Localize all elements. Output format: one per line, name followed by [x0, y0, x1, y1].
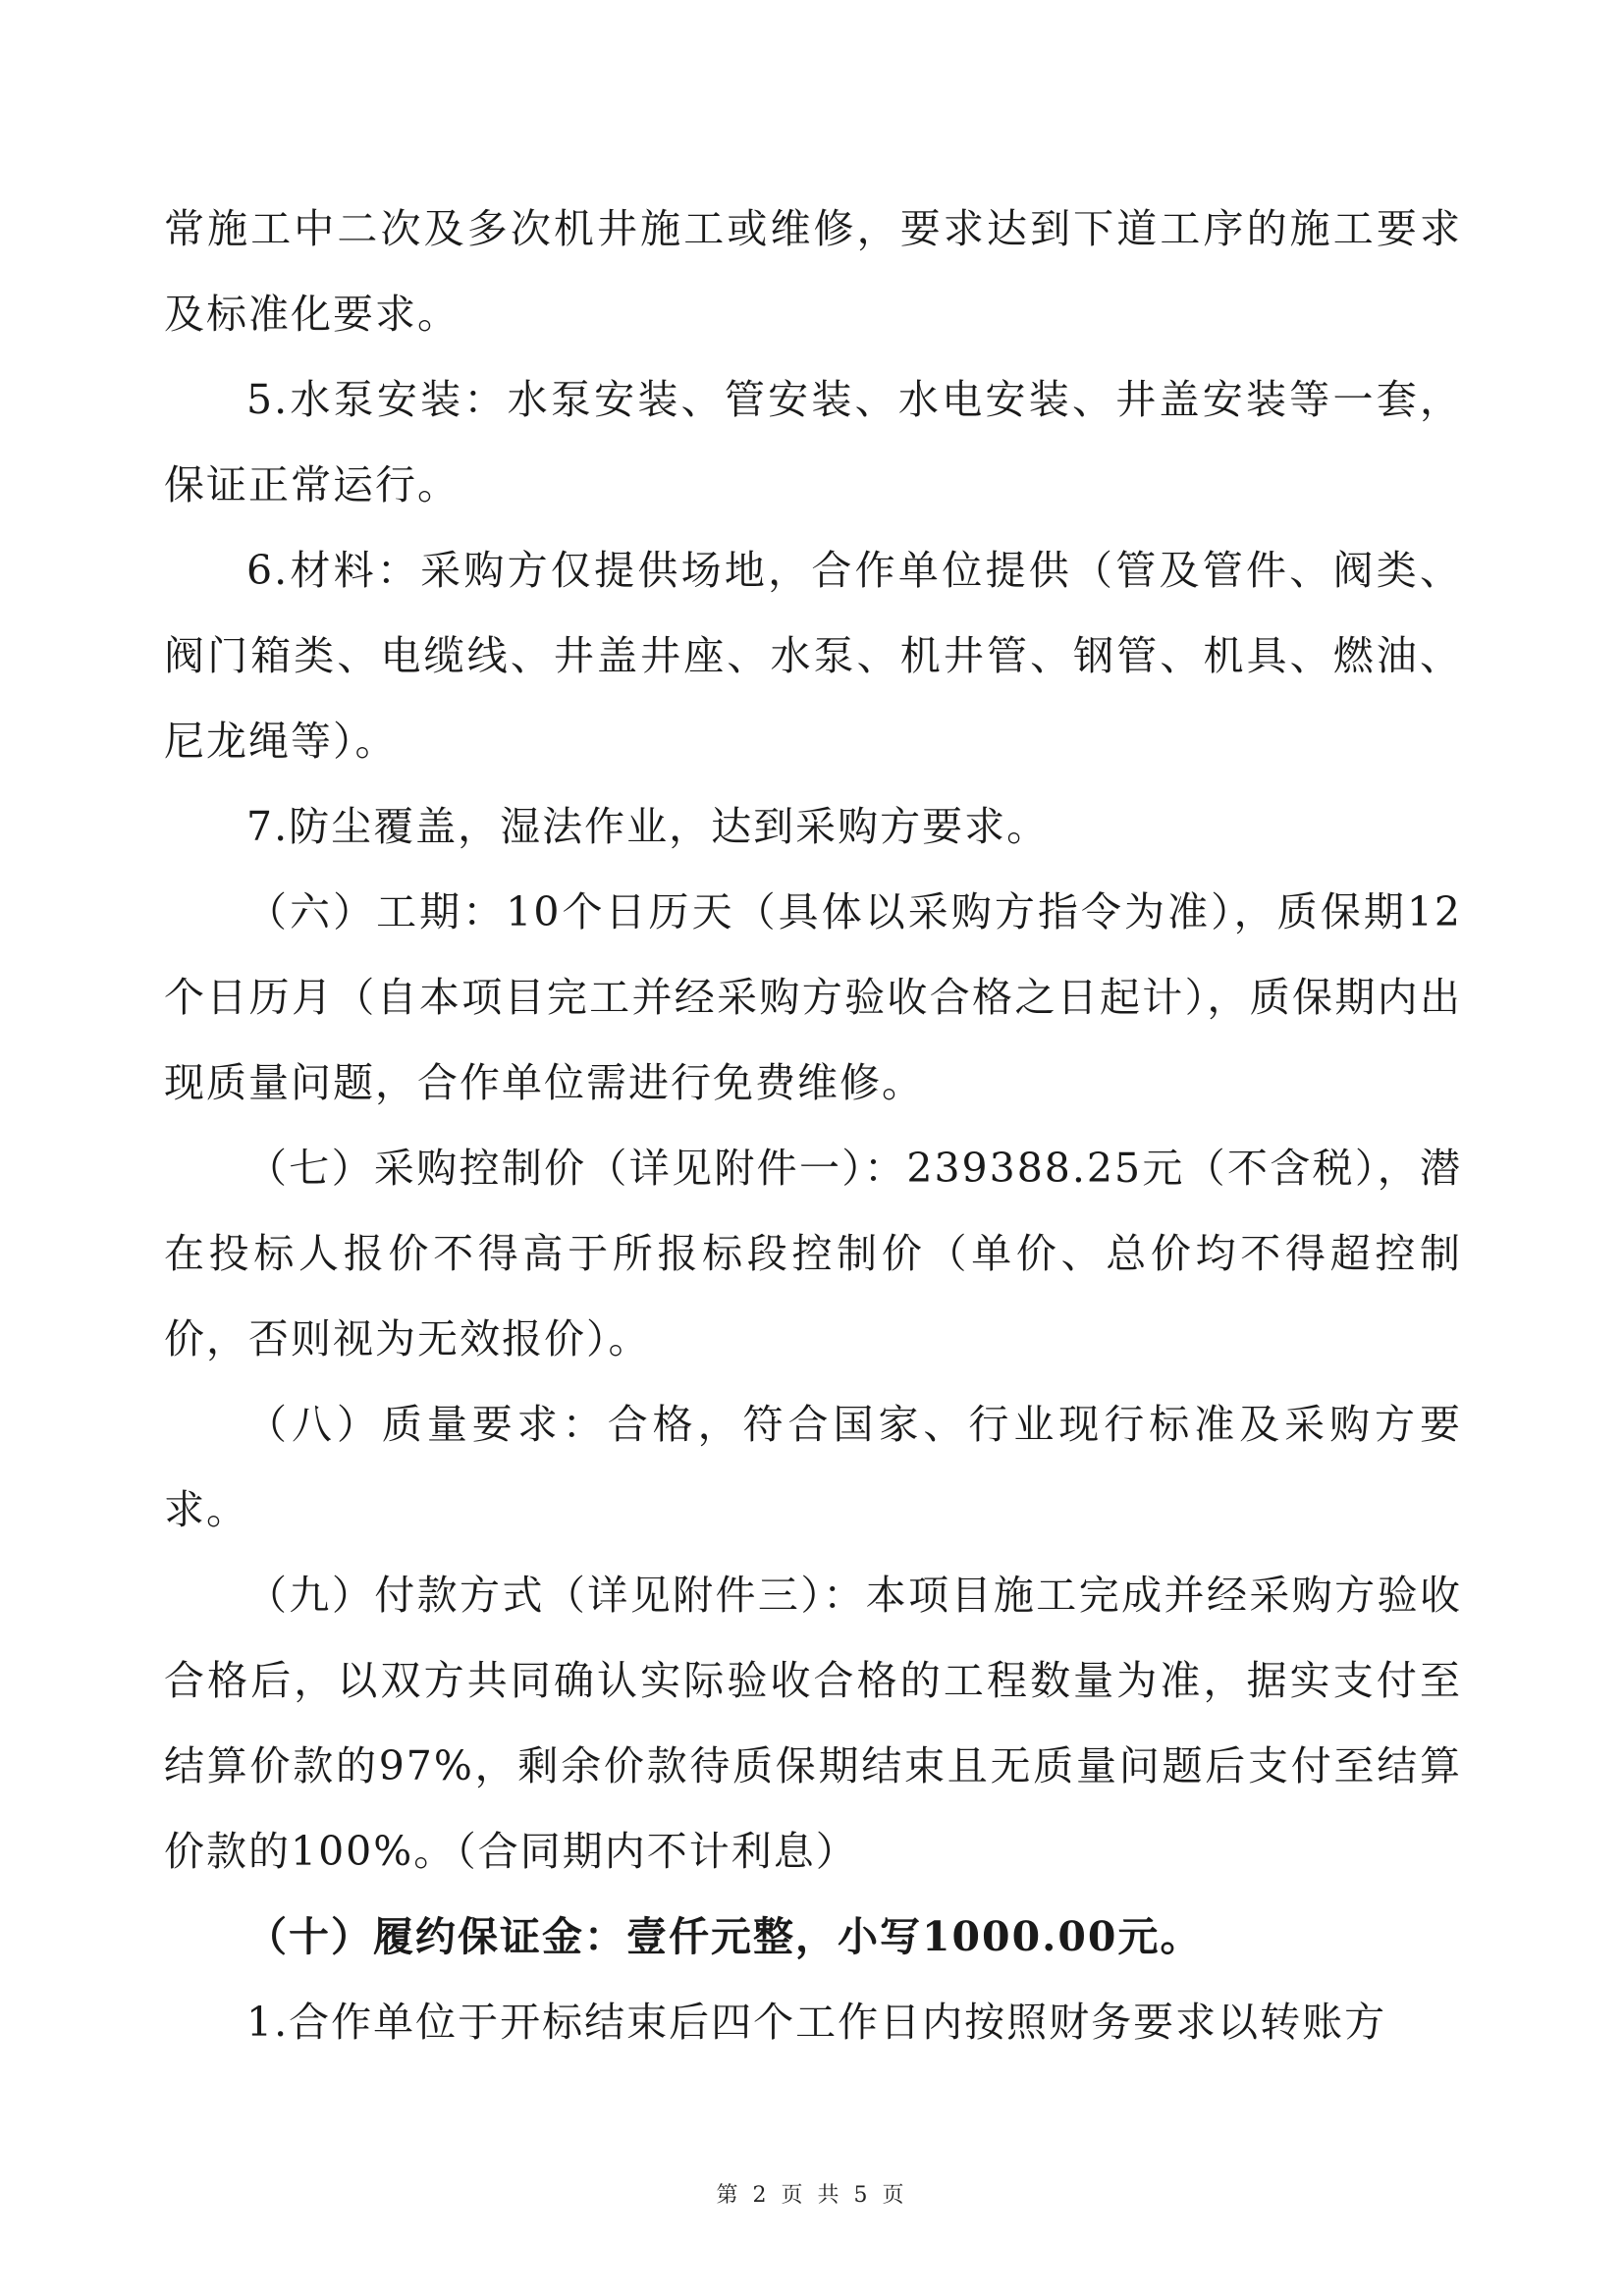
paragraph-construction-period: （六）工期：10个日历天（具体以采购方指令为准），质保期12个日历月（自本项目完工并经采购方验收合格之日起计），质保期内出现质量问题，合作单位需进行免费维修。 — [164, 888, 1462, 1106]
paragraph-quality-requirements: （八）质量要求：合格，符合国家、行业现行标准及采购方要求。 — [164, 1401, 1462, 1533]
paragraph-continuation: 常施工中二次及多次机井施工或维修，要求达到下道工序的施工要求及标准化要求。 — [164, 205, 1462, 338]
paragraph-pump-installation: 5.水泵安装：水泵安装、管安装、水电安装、井盖安装等一套，保证正常运行。 — [164, 376, 1462, 508]
page-number-footer: 第 2 页 共 5 页 — [716, 2183, 908, 2208]
paragraph-materials: 6.材料：采购方仅提供场地，合作单位提供（管及管件、阀类、阀门箱类、电缆线、井盖井座、水泵、机井管、钢管、机具、燃油、尼龙绳等）。 — [164, 547, 1462, 765]
paragraph-control-price: （七）采购控制价（详见附件一）：239388.25元（不含税），潜在投标人报价不得高于所报标段控制价（单价、总价均不得超控制价，否则视为无效报价）。 — [164, 1145, 1462, 1362]
paragraph-performance-bond: （十）履约保证金：壹仟元整，小写1000.00元。 — [246, 1913, 1203, 1960]
paragraph-dust-control: 7.防尘覆盖，湿法作业，达到采购方要求。 — [246, 803, 1050, 850]
paragraph-payment-method: （九）付款方式（详见附件三）：本项目施工完成并经采购方验收合格后，以双方共同确认实际验收合格的工程数量为准，据实支付至结算价款的97%，剩余价款待质保期结束且无质量问题后支付至结算价款的100%。（合同期内不计利息） — [164, 1572, 1462, 1875]
document-body — [164, 187, 1462, 2065]
paragraph-bond-item-1: 1.合作单位于开标结束后四个工作日内按照财务要求以转账方 — [246, 1999, 1387, 2046]
